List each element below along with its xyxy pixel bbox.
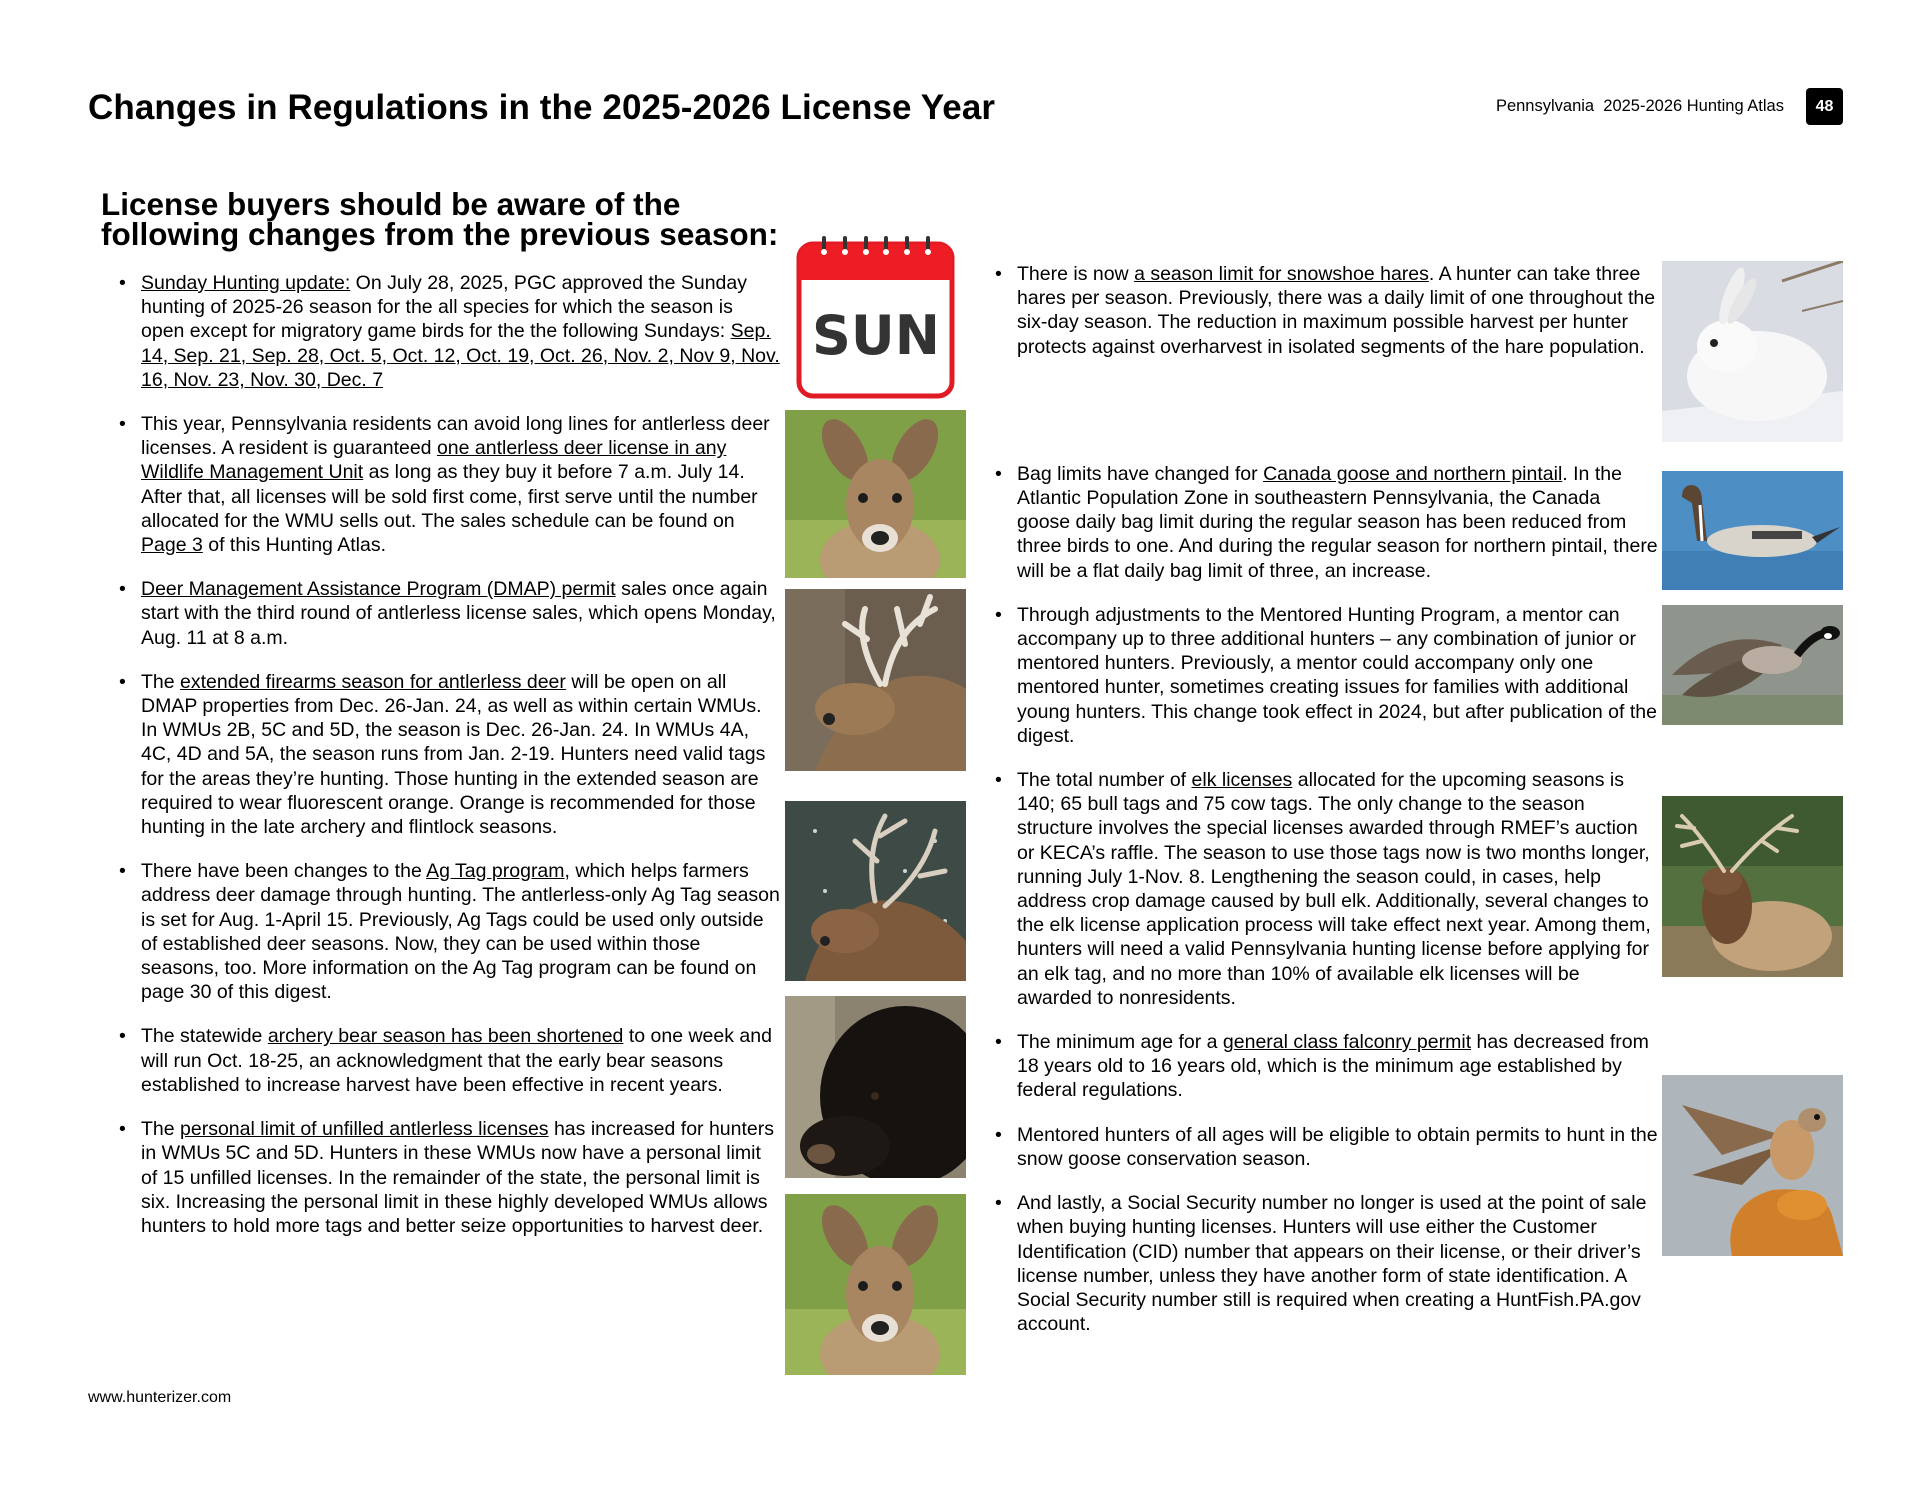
regulation-link[interactable]: Canada goose and northern pintail xyxy=(1263,462,1563,485)
item-text: On July 28, 2025, PGC approved the Sunday hunting of 2025-26 season for the all species for which the season is open except for migratory game birds for the the following Sundays: xyxy=(141,272,748,343)
change-list-item xyxy=(110,1024,780,1097)
page-title: Changes in Regulations in the 2025-2026 License Year xyxy=(88,88,996,127)
item-text: of this Hunting Atlas. xyxy=(202,534,386,557)
item-text: The statewide xyxy=(141,1025,268,1048)
regulation-link[interactable]: a season limit for snowshoe hares xyxy=(1134,263,1429,285)
bull-elk-photo xyxy=(1662,796,1843,977)
change-list-item xyxy=(110,412,780,557)
item-text: There is now xyxy=(1017,263,1135,285)
change-list-item xyxy=(986,768,1658,1010)
intro-heading: License buyers should be aware of the following changes from the previous season: xyxy=(101,186,779,252)
item-text: has decreased from 18 years old to 16 years old, which is the minimum age established by federal regulations. xyxy=(1017,1031,1649,1102)
item-text: will be open on all DMAP properties from Dec. 26-Jan. 24, as well as within certain WMUs. In WMUs 2B, 5C and 5D, the season is Dec. 26-Jan. 24. In WMUs 4A, 4C, 4D and 5A, the season runs from Jan. 2-19. Hunters need valid tags for the areas they’re hunting. Those hunting in the extended season are required to wear fluorescent orange. Orange is recommended for those hunting in the late archery and flintlock seasons. xyxy=(141,670,766,839)
item-text: The xyxy=(141,670,181,693)
item-text: as long as they buy it before 7 a.m. July 14. After that, all licenses will be sold first come, first serve until the number allocated for the WMU sells out. The sales schedule can be found on xyxy=(141,461,758,532)
item-text: This year, Pennsylvania residents can avoid long lines for antlerless deer licenses. A resident is guaranteed xyxy=(141,413,770,460)
mule-deer-doe-photo-2 xyxy=(785,1194,966,1375)
calendar-icon xyxy=(793,236,958,401)
item-text: has increased for hunters in WMUs 5C and 5D. Hunters in these WMUs now have a personal limit of 15 unfilled licenses. In the remainder of the state, the personal limit is six. Increasing the personal limit in these highly developed WMUs allows hunters to hold more tags and better seize opportunities to harvest deer. xyxy=(141,1118,775,1237)
mule-deer-doe-photo xyxy=(785,410,966,578)
right-change-list xyxy=(986,262,1658,1336)
falcon-on-glove-photo xyxy=(1662,1075,1843,1256)
change-list-item xyxy=(110,859,780,1004)
footer-url: www.hunterizer.com xyxy=(88,1389,232,1406)
item-text: Through adjustments to the Mentored Hunting Program, a mentor can accompany up to three additional hunters – any combination of junior or mentored hunters. Previously, a mentor could accompany only one mentored hunter, sometimes creating issues for families with additional young hunters. This change took effect in 2024, but after publication of the digest. xyxy=(1017,603,1657,747)
item-text: . A hunter can take three hares per season. Previously, there was a daily limit of one throughout the six-day season. The reduction in maximum possible harvest per hunter protects against overharvest in isolated segments of the hare population. xyxy=(1017,263,1656,358)
item-text: allocated for the upcoming seasons is 140; 65 bull tags and 75 cow tags. The only change to the season structure involves the special licenses awarded through RMEF’s auction or KECA’s raffle. The season to use those tags now is two months longer, running July 1-Nov. 8. Lengthening the season could, in cases, help address crop damage caused by bull elk. Additionally, several changes to the elk license application process will take effect next year. Among them, hunters will need a valid Pennsylvania hunting license before applying for an elk tag, and no more than 10% of available elk licenses will be awarded to nonresidents. xyxy=(1017,769,1651,1009)
left-change-list xyxy=(110,271,780,1238)
black-bear-photo xyxy=(785,996,966,1178)
page-header-right xyxy=(1496,88,1843,125)
item-text: . In the Atlantic Population Zone in southeastern Pennsylvania, the Canada goose daily bag limit during the regular season has been reduced from three birds to one. And during the regular season for northern pintail, there will be a flat daily bag limit of three, an increase. xyxy=(1017,462,1658,582)
buck-shaking-water-photo xyxy=(785,801,966,981)
regulation-link[interactable]: Page 3 xyxy=(141,534,203,557)
change-list-item xyxy=(986,1191,1658,1336)
snowshoe-hare-photo xyxy=(1662,261,1843,442)
northern-pintail-photo xyxy=(1662,471,1843,590)
regulation-link[interactable]: Ag Tag program xyxy=(426,860,565,883)
regulation-link[interactable]: Sunday Hunting update: xyxy=(141,272,351,294)
regulation-link[interactable]: archery bear season has been shortened xyxy=(267,1025,624,1048)
item-text: The minimum age for a xyxy=(1017,1031,1223,1054)
change-list-item xyxy=(986,603,1658,748)
change-list-item xyxy=(986,1123,1658,1171)
change-list-item xyxy=(110,577,780,650)
item-text: There have been changes to the xyxy=(141,860,427,883)
item-text: to one week and will run Oct. 18-25, an acknowledgment that the early bear seasons established to increase harvest have been effective in recent years. xyxy=(141,1025,772,1096)
regulation-link[interactable]: Sep. 14, Sep. 21, Sep. 28, Oct. 5, Oct. 12, Oct. 19, Oct. 26, Nov. 2, Nov 9, Nov. 16, Nov. 23, Nov. 30, Dec. 7 xyxy=(141,320,780,391)
item-text: The total number of xyxy=(1017,769,1192,792)
item-text: The xyxy=(141,1118,181,1141)
item-text: sales once again start with the third round of antlerless license sales, which opens Monday, Aug. 11 at 8 a.m. xyxy=(141,578,776,649)
change-list-item xyxy=(110,271,780,392)
regulation-link[interactable]: one antlerless deer license in any Wildlife Management Unit xyxy=(141,437,727,484)
change-list-item xyxy=(110,1117,780,1238)
regulation-link[interactable]: personal limit of unfilled antlerless licenses xyxy=(180,1118,549,1141)
item-text: Mentored hunters of all ages will be eligible to obtain permits to hunt in the snow goose conservation season. xyxy=(1017,1123,1658,1170)
item-text: And lastly, a Social Security number no longer is used at the point of sale when buying hunting licenses. Hunters will use either the Customer Identification (CID) number that appears on their license, or their driver’s license number, unless they have another form of state identification. A Social Security number still is required when creating a HuntFish.PA.gov account. xyxy=(1017,1192,1647,1336)
regulation-link[interactable]: elk licenses xyxy=(1191,769,1293,792)
calendar-day-text: SUN xyxy=(812,304,940,367)
regulation-link[interactable]: Deer Management Assistance Program (DMAP) permit xyxy=(141,578,616,601)
page-number-badge: 48 xyxy=(1806,88,1843,125)
change-list-item xyxy=(986,262,1658,359)
change-list-item xyxy=(986,462,1658,583)
regulation-link[interactable]: extended firearms season for antlerless deer xyxy=(180,670,566,693)
canada-goose-photo xyxy=(1662,605,1843,725)
change-list-item xyxy=(986,1030,1658,1103)
atlas-name: Pennsylvania 2025-2026 Hunting Atlas xyxy=(1495,97,1784,115)
item-text: , which helps farmers address deer damage through hunting. The antlerless-only Ag Tag season is set for Aug. 1-April 15. Previously, Ag Tags could be used only outside of established deer seasons. Now, they can be used within those seasons, too. More information on the Ag Tag program can be found on page 30 of this digest. xyxy=(141,860,780,1004)
item-text: Bag limits have changed for xyxy=(1017,462,1264,485)
regulation-link[interactable]: general class falconry permit xyxy=(1222,1031,1472,1054)
change-list-item xyxy=(110,670,780,839)
whitetail-buck-photo xyxy=(785,589,966,771)
